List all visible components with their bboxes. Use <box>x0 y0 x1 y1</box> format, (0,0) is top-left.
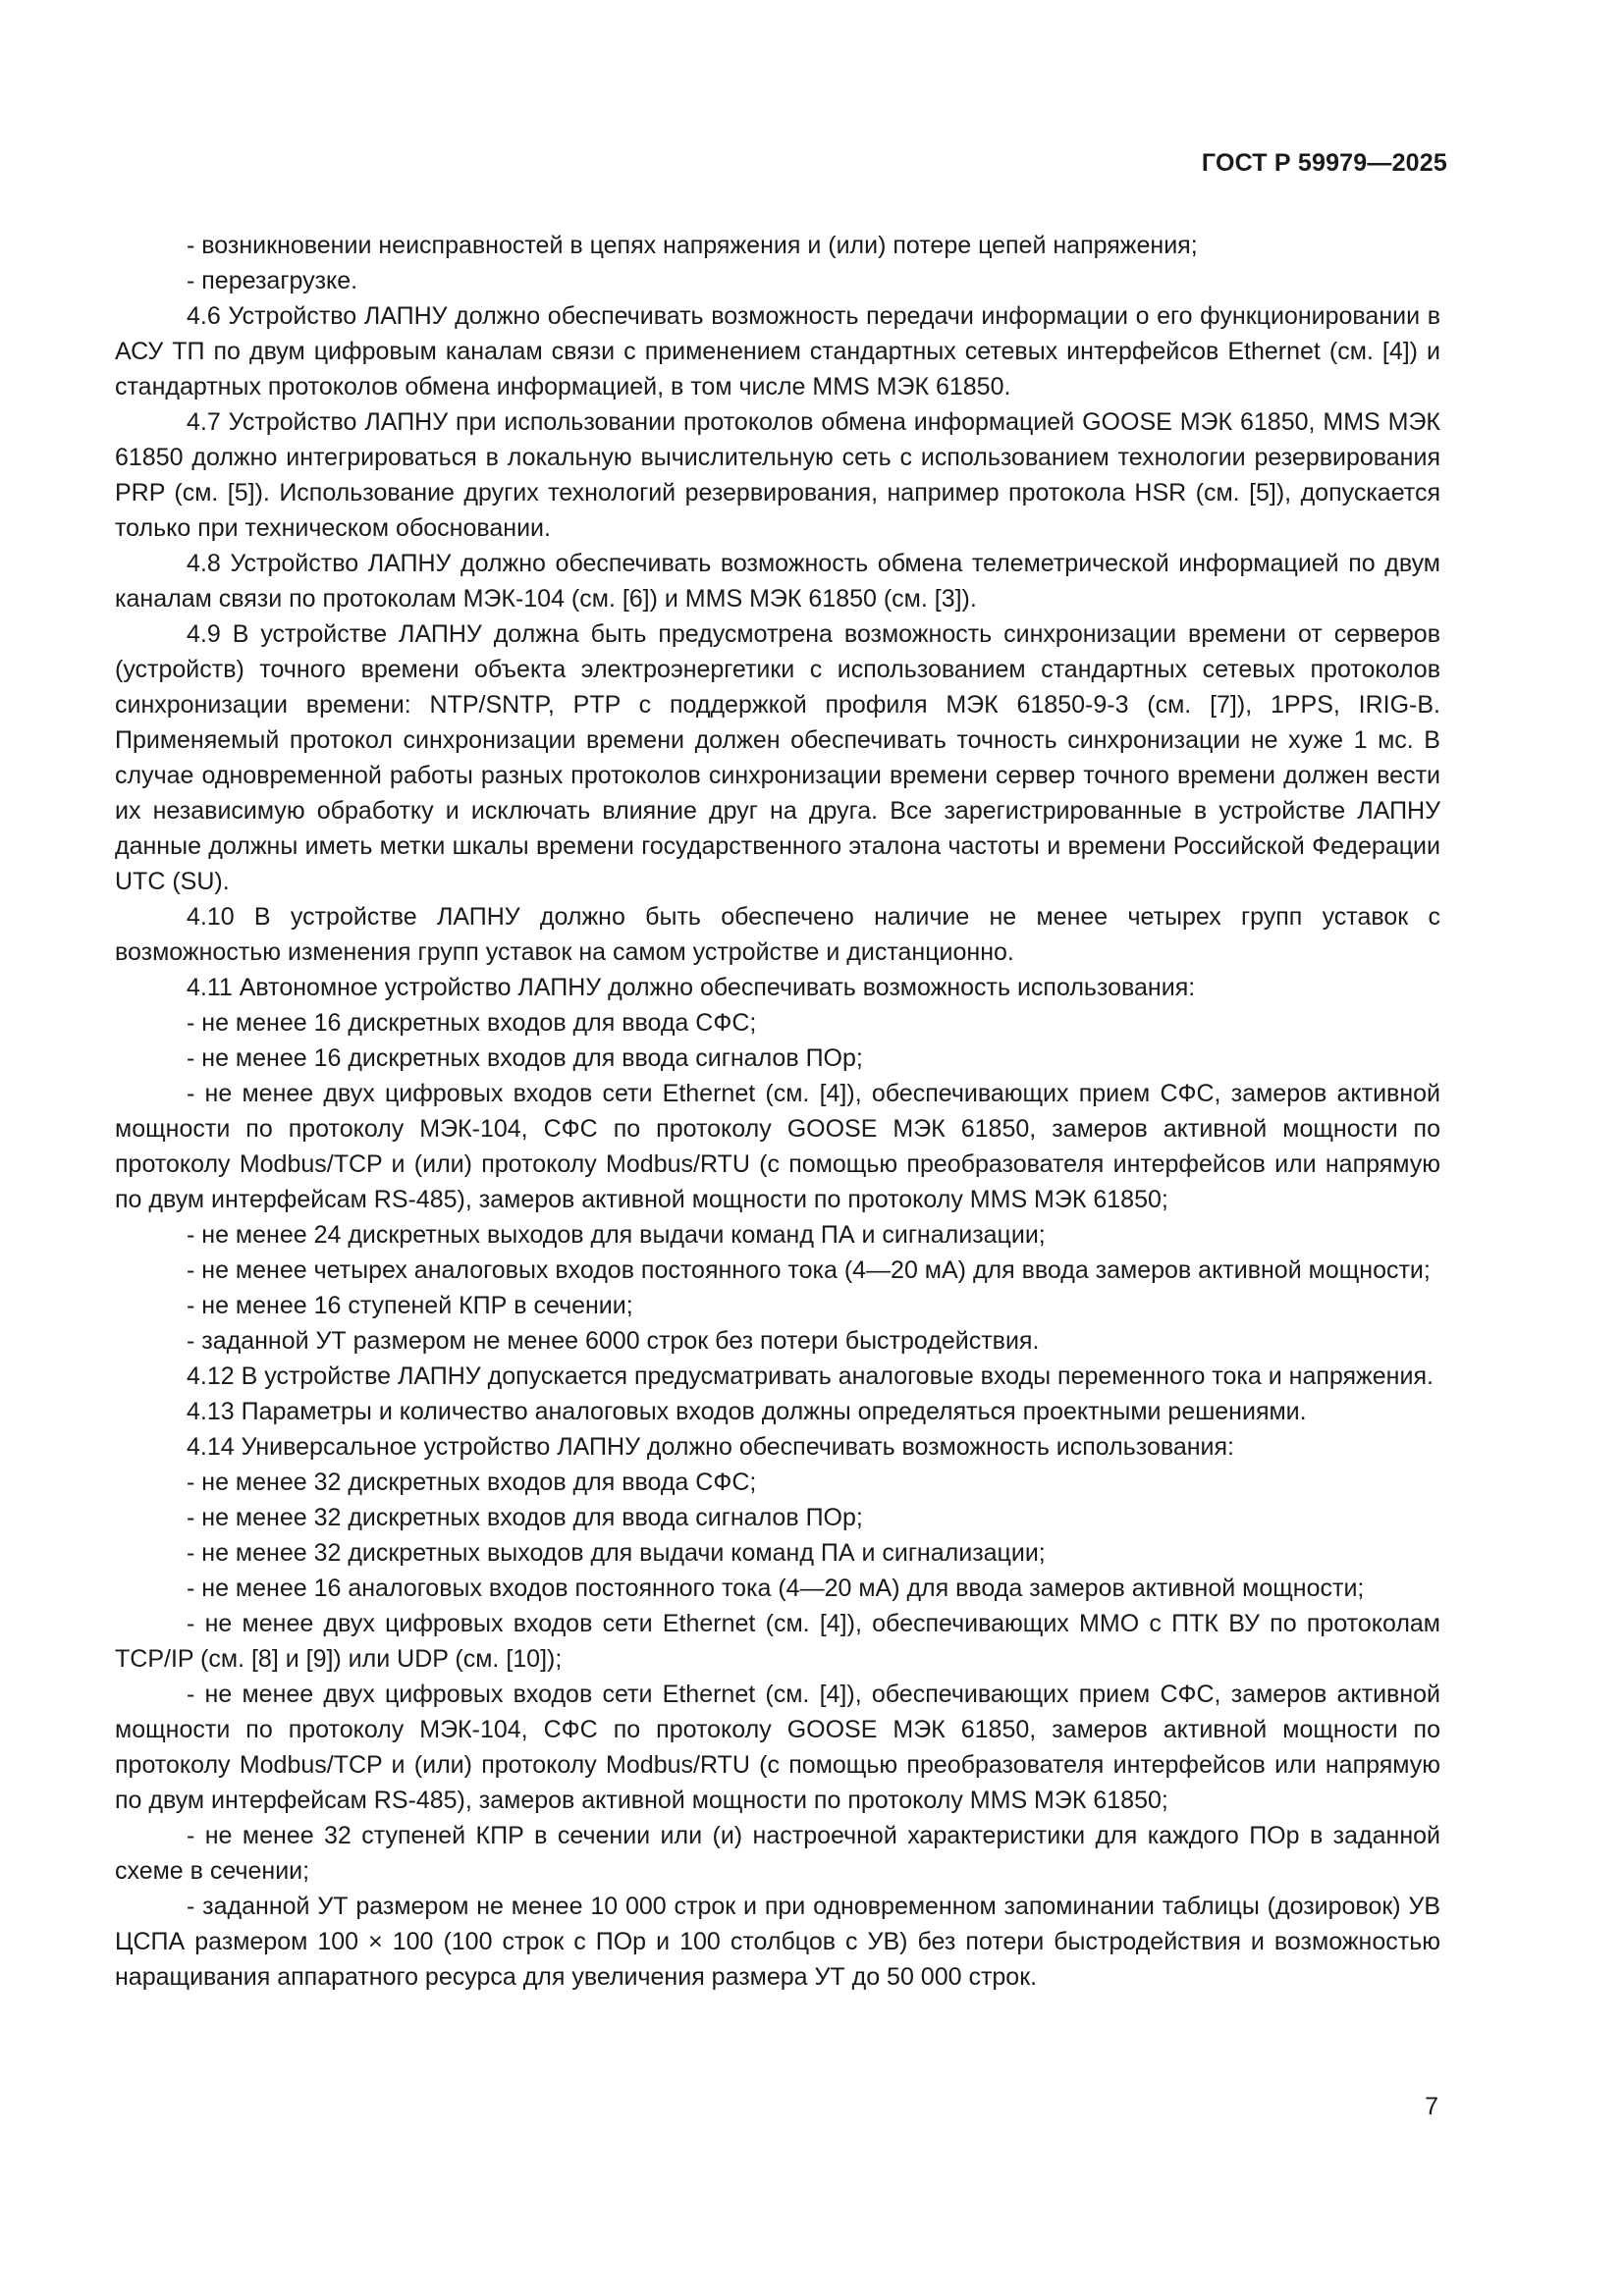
list-item: - не менее 32 дискретных входов для ввода сигналов ПОр; <box>187 1504 863 1531</box>
clause-4-6: 4.6 Устройство ЛАПНУ должно обеспечивать возможность передачи информации о его функционировании в АСУ ТП по двум цифровым каналам связи с применением стандартных сетевых интерфейсов Ethernet (см. [4]) и стандартных протоколов обмена информацией, в том числе MMS МЭК 61850. <box>115 302 1440 400</box>
clause-4-9: 4.9 В устройстве ЛАПНУ должна быть предусмотрена возможность синхронизации времени от серверов (устройств) точного времени объекта электроэнергетики с использованием стандартных сетевых протоколов синхронизации времени: NTP/SNTP, PTP с поддержкой профиля МЭК 61850-9-3 (см. [7]), 1PPS, IRIG-B. Применяемый протокол синхронизации времени должен обеспечивать точность синхронизации не хуже 1 мс. В случае одновременной работы разных протоколов синхронизации времени сервер точного времени должен вести их независимую обработку и исключать влияние друг на друга. Все зарегистрированные в устройстве ЛАПНУ данные должны иметь метки шкалы времени государственного эталона частоты и времени Российской Федерации UTC (SU). <box>115 620 1440 895</box>
list-item: - не менее 16 аналоговых входов постоянного тока (4—20 мА) для ввода замеров активной мощности; <box>187 1575 1365 1602</box>
list-item: - не менее 16 дискретных входов для ввода сигналов ПОр; <box>187 1044 863 1072</box>
list-item: - не менее 16 дискретных входов для ввода СФС; <box>187 1009 757 1037</box>
clause-4-13: 4.13 Параметры и количество аналоговых входов должны определяться проектными решениями. <box>187 1398 1307 1425</box>
clause-4-14: 4.14 Универсальное устройство ЛАПНУ должно обеспечивать возможность использования: <box>187 1433 1235 1461</box>
clause-4-11: 4.11 Автономное устройство ЛАПНУ должно обеспечивать возможность использования: <box>187 974 1196 1001</box>
document-body <box>115 228 1440 1995</box>
clause-4-7: 4.7 Устройство ЛАПНУ при использовании протоколов обмена информацией GOOSE МЭК 61850, MMS МЭК 61850 должно интегрироваться в локальную вычислительную сеть с использованием технологии резервирования PRP (см. [5]). Использование других технологий резервирования, например протокола HSR (см. [5]), допускается только при техническом обосновании. <box>115 408 1440 542</box>
list-item: - заданной УТ размером не менее 10 000 строк и при одновременном запоминании таблицы (дозировок) УВ ЦСПА размером 100 × 100 (100 строк с ПОр и 100 столбцов с УВ) без потери быстродействия и возможностью наращивания аппаратного ресурса для увеличения размера УТ до 50 000 строк. <box>115 1893 1440 1991</box>
list-item: - не менее четырех аналоговых входов постоянного тока (4—20 мА) для ввода замеров активной мощности; <box>187 1256 1431 1284</box>
clause-4-12: 4.12 В устройстве ЛАПНУ допускается предусматривать аналоговые входы переменного тока и напряжения. <box>187 1362 1434 1390</box>
list-item: - заданной УТ размером не менее 6000 строк без потери быстродействия. <box>187 1327 1040 1355</box>
document-number-header: ГОСТ Р 59979—2025 <box>1201 149 1447 177</box>
list-item: - перезагрузке. <box>187 267 358 294</box>
list-item: - не менее двух цифровых входов сети Ethernet (см. [4]), обеспечивающих ММО с ПТК ВУ по протоколам TCP/IP (см. [8] и [9]) или UDP (см. [10]); <box>115 1610 1440 1673</box>
list-item: - не менее двух цифровых входов сети Ethernet (см. [4]), обеспечивающих прием СФС, замеров активной мощности по протоколу МЭК-104, СФС по протоколу GOOSE МЭК 61850, замеров активной мощности по протоколу Modbus/TCP и (или) протоколу Modbus/RTU (с помощью преобразователя интерфейсов или напрямую по двум интерфейсам RS-485), замеров активной мощности по протоколу MMS МЭК 61850; <box>115 1080 1440 1213</box>
page-number: 7 <box>1425 2093 1438 2120</box>
list-item: - не менее 32 ступеней КПР в сечении или (и) настроечной характеристики для каждого ПОр в заданной схеме в сечении; <box>115 1822 1440 1885</box>
clause-4-8: 4.8 Устройство ЛАПНУ должно обеспечивать возможность обмена телеметрической информацией по двум каналам связи по протоколам МЭК-104 (см. [6]) и MMS МЭК 61850 (см. [3]). <box>115 550 1440 613</box>
list-item: - не менее 32 дискретных выходов для выдачи команд ПА и сигнализации; <box>187 1539 1046 1567</box>
list-item: - не менее 32 дискретных входов для ввода СФС; <box>187 1468 757 1496</box>
clause-4-10: 4.10 В устройстве ЛАПНУ должно быть обеспечено наличие не менее четырех групп уставок с возможностью изменения групп уставок на самом устройстве и дистанционно. <box>115 903 1440 966</box>
list-item: - не менее 24 дискретных выходов для выдачи команд ПА и сигнализации; <box>187 1221 1046 1249</box>
list-item: - не менее 16 ступеней КПР в сечении; <box>187 1292 633 1319</box>
list-item: - возникновении неисправностей в цепях напряжения и (или) потере цепей напряжения; <box>187 232 1198 259</box>
list-item: - не менее двух цифровых входов сети Ethernet (см. [4]), обеспечивающих прием СФС, замеров активной мощности по протоколу МЭК-104, СФС по протоколу GOOSE МЭК 61850, замеров активной мощности по протоколу Modbus/TCP и (или) протоколу Modbus/RTU (с помощью преобразователя интерфейсов или напрямую по двум интерфейсам RS-485), замеров активной мощности по протоколу MMS МЭК 61850; <box>115 1681 1440 1814</box>
